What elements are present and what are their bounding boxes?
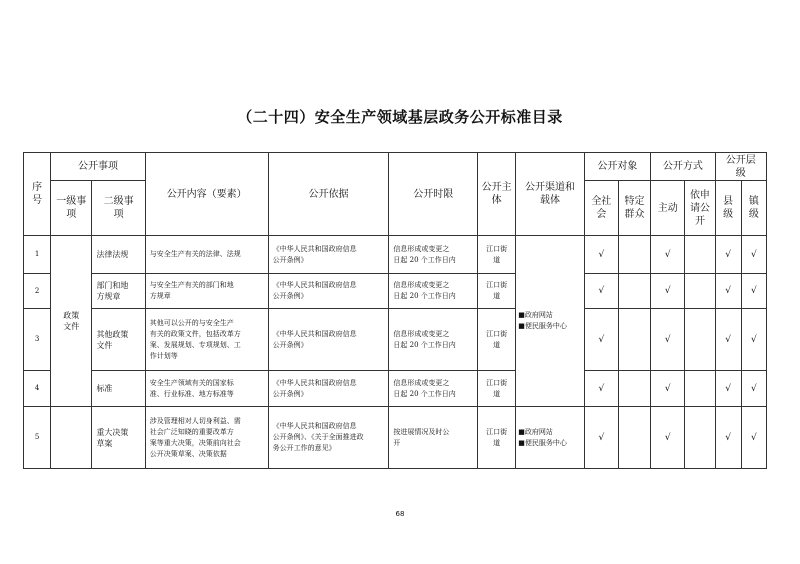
header-seq: 序 号 — [24, 153, 51, 236]
page-number: 68 — [395, 510, 405, 518]
level2-item: 重大决策 草案 — [92, 407, 145, 469]
check-active: √ — [651, 371, 685, 407]
subject-cell: 江口街 道 — [478, 236, 516, 274]
check-specific — [618, 309, 650, 371]
header-content: 公开内容（要素） — [145, 153, 268, 236]
header-items: 公开事项 — [51, 153, 146, 181]
check-apply — [685, 407, 715, 469]
check-apply — [685, 309, 715, 371]
row-number: 1 — [24, 236, 51, 274]
check-county: √ — [715, 407, 741, 469]
time-cell: 信息形成或变更之 日起 20 个工作日内 — [389, 274, 478, 309]
subject-cell: 江口街 道 — [478, 309, 516, 371]
check-all: √ — [584, 309, 618, 371]
level2-item: 标准 — [92, 371, 145, 407]
subject-cell: 江口街 道 — [478, 407, 516, 469]
check-active: √ — [651, 236, 685, 274]
check-specific — [618, 371, 650, 407]
check-specific — [618, 407, 650, 469]
table-row — [24, 236, 767, 274]
check-specific — [618, 236, 650, 274]
level2-item: 其他政策 文件 — [92, 309, 145, 371]
channel-gov-website: ■政府网站 — [518, 311, 553, 319]
basis-cell: 《中华人民共和国政府信息 公开条例》 — [268, 371, 389, 407]
channel-cell — [516, 236, 584, 407]
level1-empty — [51, 407, 92, 469]
basis-cell: 《中华人民共和国政府信息 公开条例》 — [268, 236, 389, 274]
content-cell: 与安全生产有关的法律、法规 — [145, 236, 268, 274]
check-county: √ — [715, 274, 741, 309]
header-level: 公开层 级 — [715, 153, 766, 181]
page-title: （二十四）安全生产领域基层政务公开标准目录 — [237, 108, 563, 126]
channel-service-center: ■便民服务中心 — [518, 322, 567, 330]
check-town: √ — [741, 236, 766, 274]
channel-cell — [516, 407, 584, 469]
subject-cell: 江口街 道 — [478, 371, 516, 407]
header-apply: 依申 请公 开 — [685, 181, 715, 236]
row-number: 5 — [24, 407, 51, 469]
header-active: 主动 — [651, 181, 685, 236]
header-basis: 公开依据 — [268, 153, 389, 236]
header-all: 全社 会 — [584, 181, 618, 236]
content-cell: 安全生产领域有关的国家标 准、行业标准、地方标准等 — [145, 371, 268, 407]
table-row — [24, 274, 767, 309]
header-level2: 二级事 项 — [92, 181, 145, 236]
subject-cell: 江口街 道 — [478, 274, 516, 309]
channel-gov-website: ■政府网站 — [518, 427, 553, 436]
check-county: √ — [715, 371, 741, 407]
check-apply — [685, 371, 715, 407]
content-cell: 涉及管理相对人切身利益、需 社会广泛知晓的重要改革方 案等重大决策，决策前向社会 公开决策草案、决策依据 — [145, 407, 268, 469]
header-level1: 一级事 项 — [51, 181, 92, 236]
time-cell: 信息形成或变更之 日起 20 个工作日内 — [389, 309, 478, 371]
content-cell: 与安全生产有关的部门和地 方规章 — [145, 274, 268, 309]
header-time: 公开时限 — [389, 153, 478, 236]
time-cell: 信息形成或变更之 日起 20 个工作日内 — [389, 236, 478, 274]
check-active: √ — [651, 407, 685, 469]
check-specific — [618, 274, 650, 309]
header-county: 县 级 — [715, 181, 741, 236]
header-method: 公开方式 — [651, 153, 715, 181]
basis-cell: 《中华人民共和国政府信息 公开条例》 — [268, 309, 389, 371]
row-number: 3 — [24, 309, 51, 371]
check-apply — [685, 236, 715, 274]
check-all: √ — [584, 236, 618, 274]
content-cell: 其他可以公开的与安全生产 有关的政策文件，包括改革方 案、发展规划、专项规划、工 作计划等 — [145, 309, 268, 371]
check-apply — [685, 274, 715, 309]
check-county: √ — [715, 309, 741, 371]
disclosure-standard-table — [23, 152, 767, 469]
table-row — [24, 371, 767, 407]
check-active: √ — [651, 309, 685, 371]
check-town: √ — [741, 407, 766, 469]
header-specific: 特定 群众 — [618, 181, 650, 236]
table-row — [24, 309, 767, 371]
header-subject: 公开主 体 — [478, 153, 516, 236]
row-number: 2 — [24, 274, 51, 309]
check-town: √ — [741, 274, 766, 309]
time-cell: 按进展情况及时公 开 — [389, 407, 478, 469]
check-active: √ — [651, 274, 685, 309]
table-row — [24, 407, 767, 469]
header-target: 公开对象 — [584, 153, 650, 181]
time-cell: 信息形成或变更之 日起 20 个工作日内 — [389, 371, 478, 407]
basis-cell: 《中华人民共和国政府信息 公开条例》、《关于全面推进政 务公开工作的意见》 — [268, 407, 389, 469]
header-channel: 公开渠道和 载体 — [516, 153, 584, 236]
row-number: 4 — [24, 371, 51, 407]
level2-item: 法律法规 — [92, 236, 145, 274]
check-all: √ — [584, 371, 618, 407]
level1-policy-documents: 政策 文件 — [51, 236, 92, 407]
channel-service-center: ■便民服务中心 — [518, 438, 567, 447]
header-town: 镇 级 — [741, 181, 766, 236]
level2-item: 部门和地 方规章 — [92, 274, 145, 309]
check-town: √ — [741, 371, 766, 407]
check-all: √ — [584, 274, 618, 309]
check-town: √ — [741, 309, 766, 371]
check-county: √ — [715, 236, 741, 274]
check-all: √ — [584, 407, 618, 469]
basis-cell: 《中华人民共和国政府信息 公开条例》 — [268, 274, 389, 309]
